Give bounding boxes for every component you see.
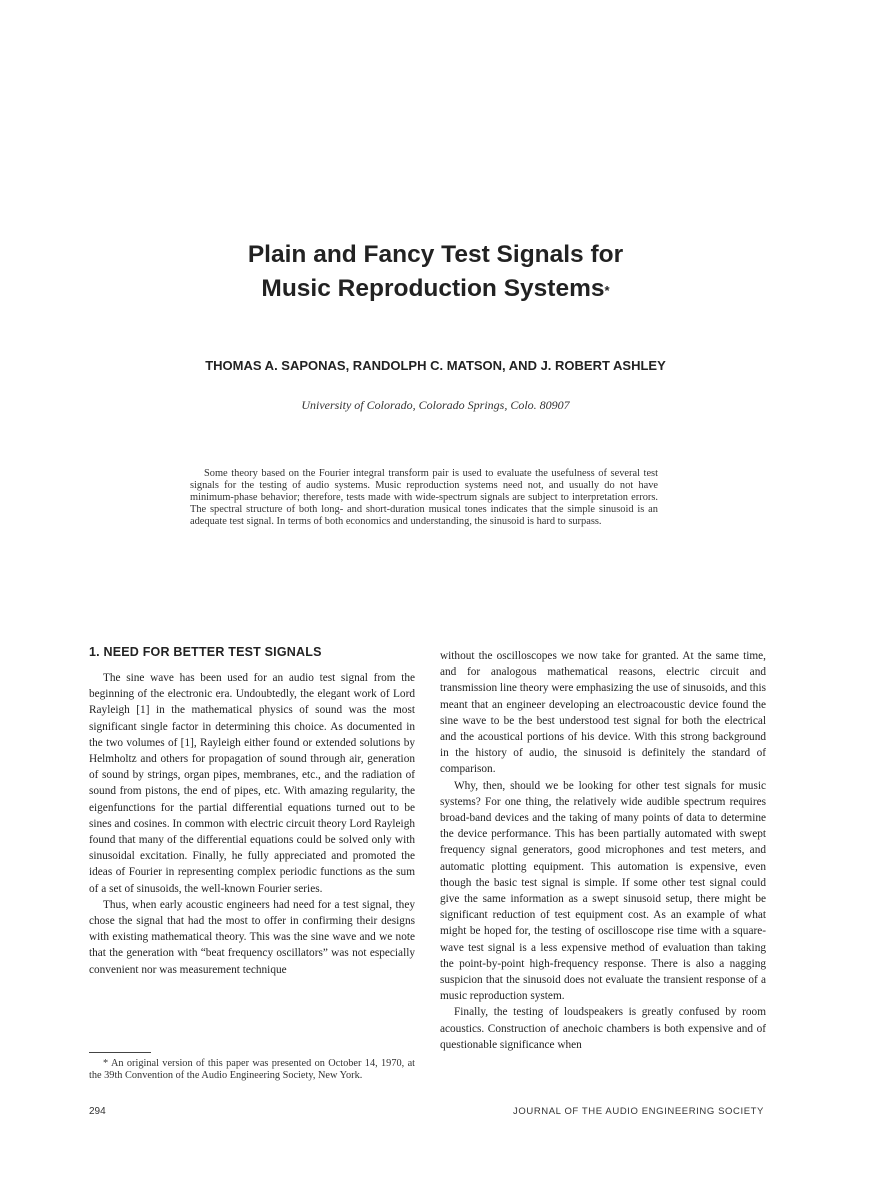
left-column bbox=[89, 670, 415, 978]
section-heading: 1. NEED FOR BETTER TEST SIGNALS bbox=[89, 645, 322, 659]
title-line-1: Plain and Fancy Test Signals for bbox=[247, 241, 624, 268]
body-paragraph: Thus, when early acoustic engineers had need for a test signal, they chose the signal that had the most to offer in confirming their designs with existing mathematical theory. This was the sine wave and we note that the generation with “beat frequency oscillators” was not especially convenient nor was measurement technique bbox=[89, 898, 415, 976]
title-line-2-text: Music Reproduction Systems bbox=[261, 275, 605, 302]
paper-title bbox=[0, 238, 871, 306]
title-line-2 bbox=[0, 272, 871, 306]
author-list: THOMAS A. SAPONAS, RANDOLPH C. MATSON, AND J. ROBERT ASHLEY bbox=[205, 358, 666, 373]
footnote: * An original version of this paper was presented on October 14, 1970, at the 39th Convention of the Audio Engineering Society, New York. bbox=[89, 1058, 415, 1081]
page-number: 294 bbox=[89, 1106, 106, 1117]
body-paragraph: without the oscilloscopes we now take for granted. At the same time, and for analogous mathematical reasons, electric circuit and transmission line theory were emphasizing the use of sinusoids, and this meant that an engineer developing an electroacoustic device found the sine wave to be the best understood test signal for both the electrical and the acoustical portions of his device. With this strong background in the history of audio, the sinusoid is definitely the standard of comparison. bbox=[440, 650, 766, 776]
affiliation: University of Colorado, Colorado Springs, Colo. 80907 bbox=[301, 398, 570, 412]
body-paragraph: The sine wave has been used for an audio test signal from the beginning of the electronic era. Undoubtedly, the elegant work of Lord Rayleigh [1] in the mathematical physics of sound was the most significant single factor in determining this choice. As documented in the two volumes of [1], Rayleigh either found or extended solutions by Helmholtz and others for propagation of sound through air, generation of sound by strings, organ pipes, membranes, etc., and the radiation of sound from pistons, the end of pipes, etc. With amazing regularity, the eigenfunctions for the partial differential equations turned out to be sines and cosines. In common with electric circuit theory Lord Rayleigh found that many of the differential equations could be solved only with sinusoidal excitation. Finally, he fully appreciated and promoted the ideas of Fourier in representing complex periodic functions as the sum of a set of sinusoids, the well-known Fourier series. bbox=[89, 672, 415, 895]
journal-name: JOURNAL OF THE AUDIO ENGINEERING SOCIETY bbox=[513, 1106, 764, 1117]
right-column bbox=[440, 648, 766, 1053]
abstract: Some theory based on the Fourier integral transform pair is used to evaluate the usefulness of several test signals for the testing of audio systems. Music reproduction systems need not, and usually do not have minimum-phase behavior; therefore, tests made with wide-spectrum signals are subject to interpretation errors. The spectral structure of both long- and short-duration musical tones indicates that the simple sinusoid is an adequate test signal. In terms of both economics and understanding, the sinusoid is hard to surpass. bbox=[190, 468, 658, 528]
body-paragraph: Why, then, should we be looking for other test signals for music systems? For one thing, the relatively wide audible spectrum requires broad-band devices and the taking of many points of data to determine the device performance. This has been partially automated with swept frequency signal generators, good microphones and test meters, and automatic plotting equipment. This automation is expensive, even though the basic test signal is simple. If some other test signal could give the same information as a swept sinusoid setup, there might be significant reduction of test equipment cost. As an example of what might be hoped for, the testing of oscilloscope rise time with a square-wave test signal is a less expensive method of evaluation than taking the point-by-point high-frequency response. There is also a nagging suspicion that the sinusoid does not evaluate the transient response of a music reproduction system. bbox=[440, 779, 766, 1003]
footnote-rule bbox=[89, 1052, 151, 1053]
title-footnote-mark: * bbox=[604, 283, 610, 298]
body-paragraph: Finally, the testing of loudspeakers is greatly confused by room acoustics. Construction of anechoic chambers is both expensive and of questionable significance when bbox=[440, 1006, 766, 1051]
